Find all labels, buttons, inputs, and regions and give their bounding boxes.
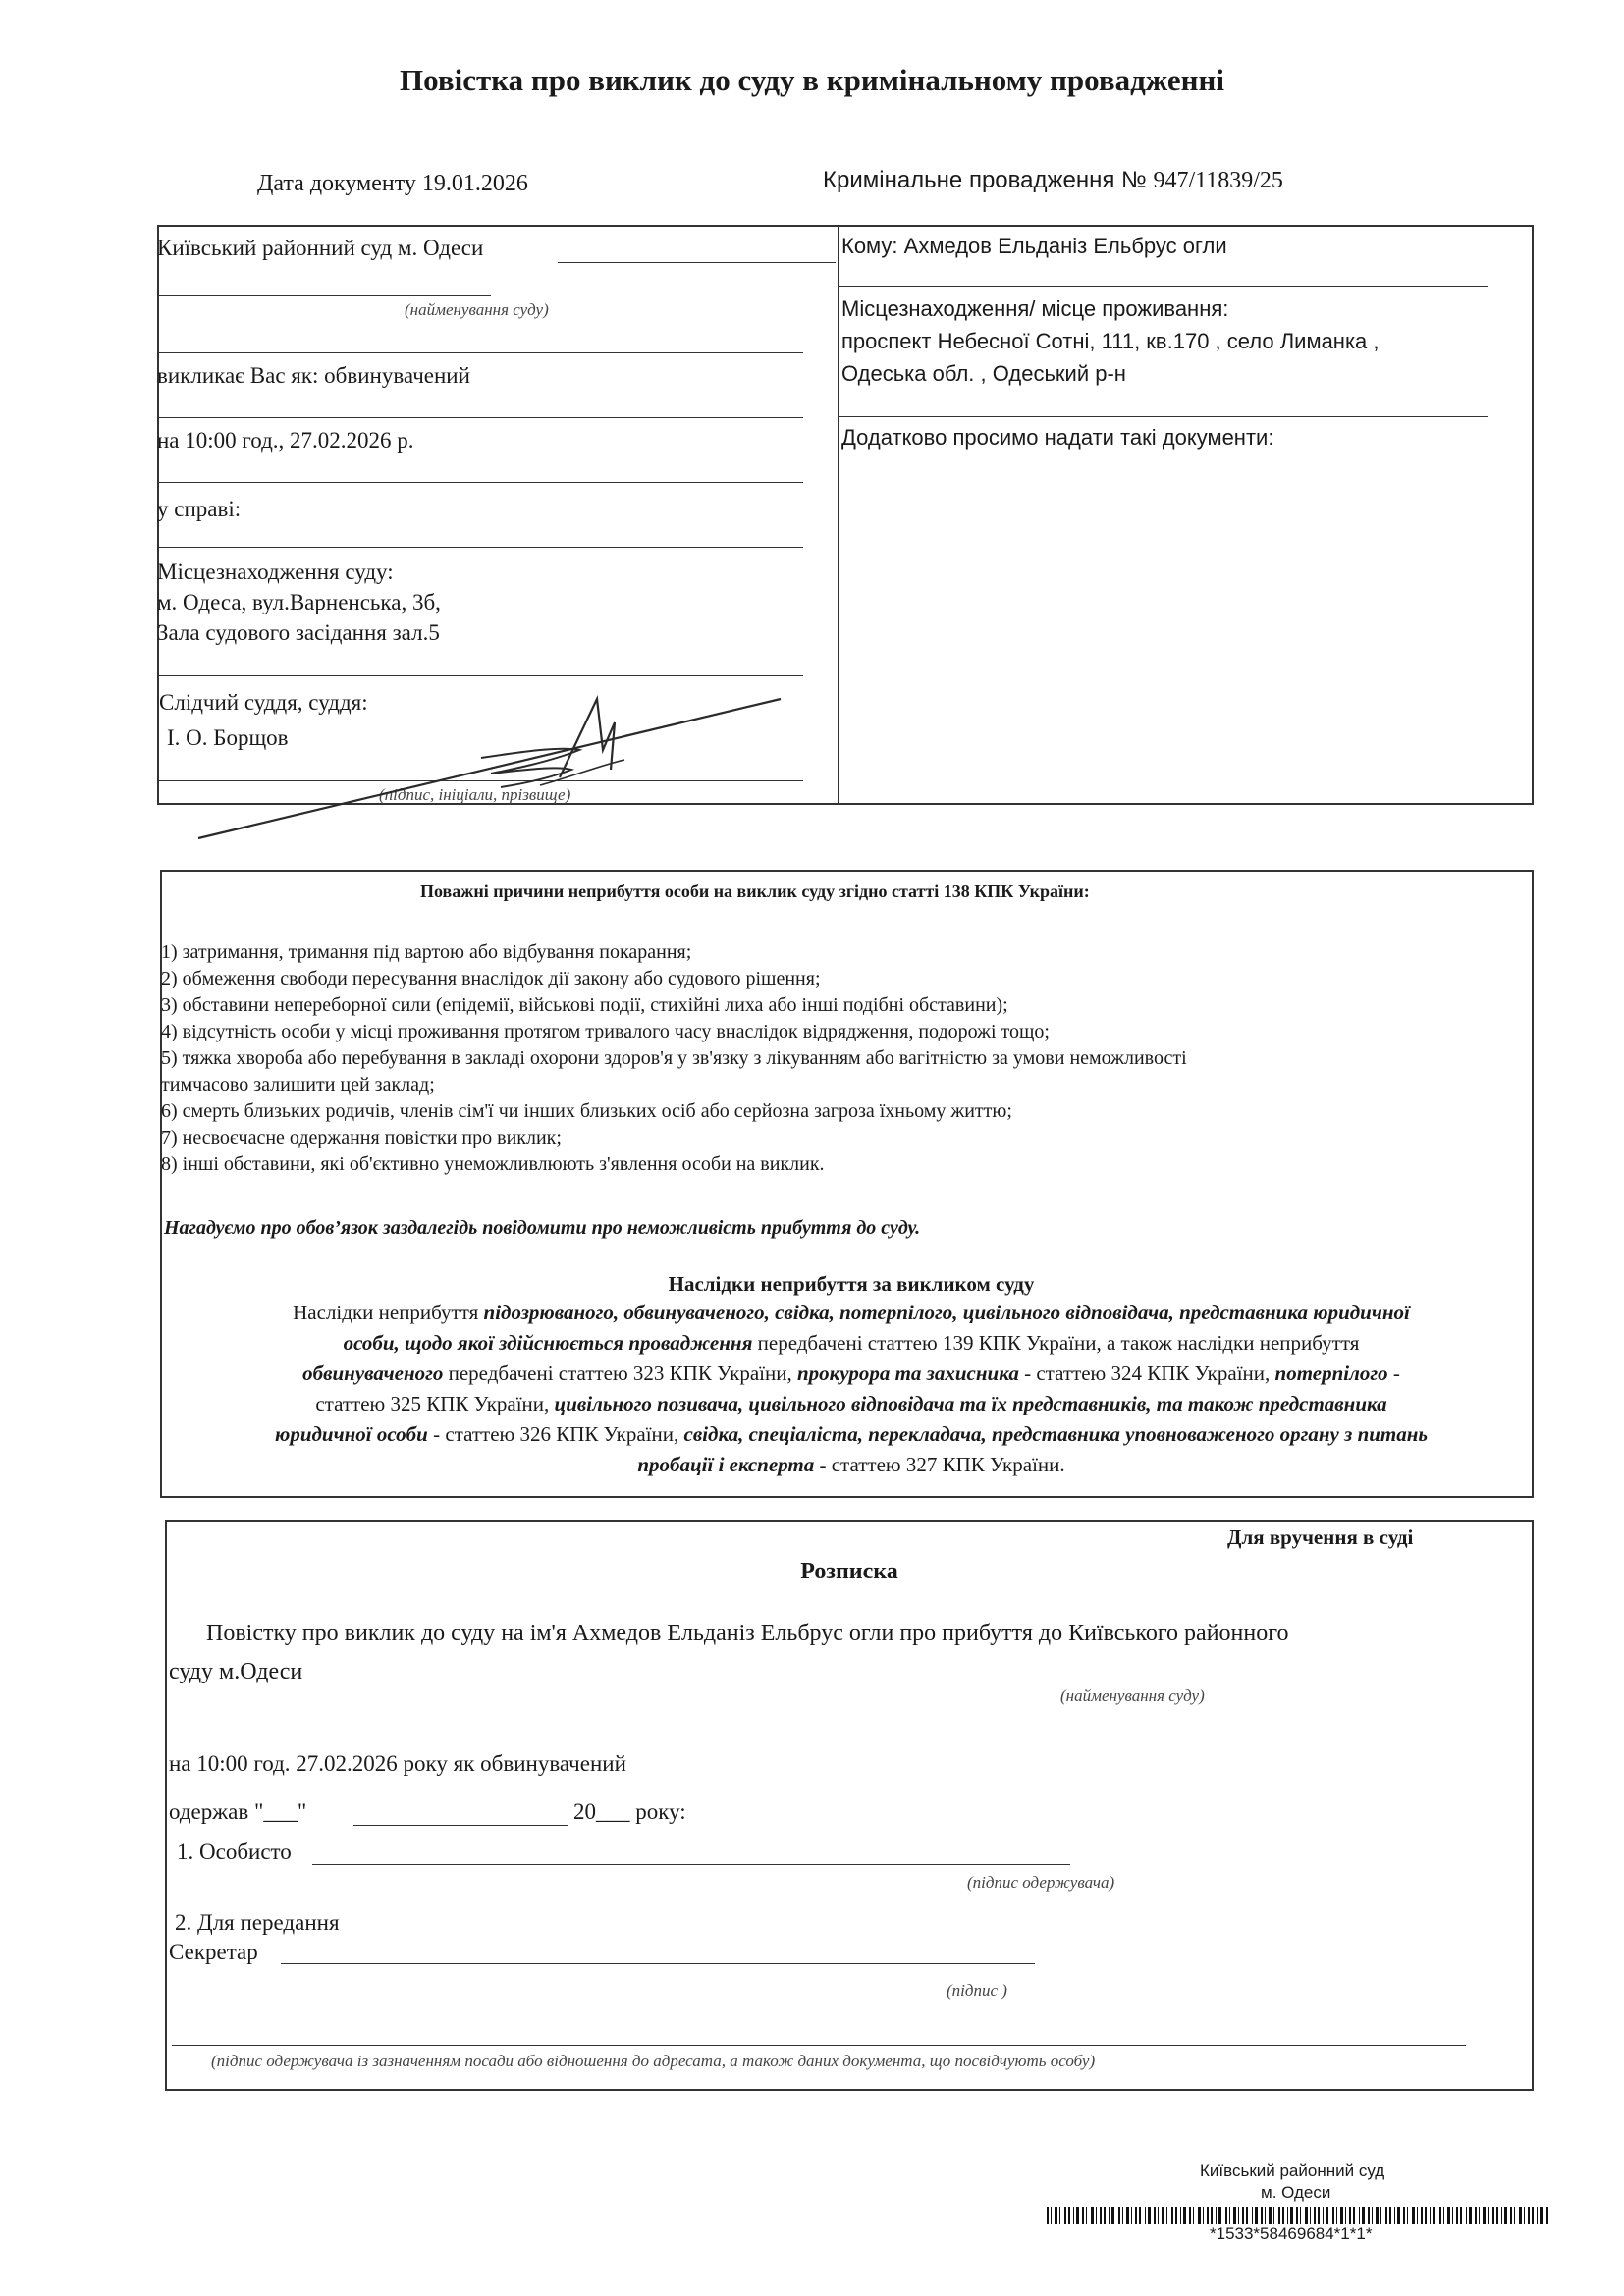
barcode-bar [1475, 2207, 1477, 2224]
barcode-bar [1269, 2207, 1272, 2224]
barcode-bar [1265, 2207, 1266, 2224]
barcode-bar [1238, 2207, 1239, 2224]
recipient-signature-caption: (підпис одержувача) [967, 1873, 1115, 1892]
barcode-bar [1158, 2207, 1159, 2224]
barcode-bar [1073, 2207, 1074, 2224]
barcode-bar [1376, 2207, 1379, 2224]
barcode-bar [1466, 2207, 1467, 2224]
list-item: тимчасово залишити цей заклад; [161, 1074, 435, 1095]
barcode-bar [1255, 2207, 1258, 2224]
barcode-bar [1362, 2207, 1365, 2224]
barcode-bar [1537, 2207, 1538, 2224]
list-item: 5) тяжка хвороба або перебування в закладі охорони здоров'я у зв'язку з лікуванням або вагітністю за умови неможливості [161, 1047, 1187, 1069]
barcode-bar [1314, 2207, 1316, 2224]
barcode-bar [1229, 2207, 1230, 2224]
list-item: 8) інші обставини, які об'єктивно унеможливлюють з'явлення особи на виклик. [161, 1153, 825, 1175]
receipt-title: Розписка [800, 1559, 898, 1584]
secretary-signature-caption: (підпис ) [947, 1981, 1007, 2000]
table-divider [838, 225, 839, 805]
barcode-bar [1305, 2207, 1308, 2224]
receipt-text-line-1: Повістку про виклик до суду на ім'я Ахмедов Ельданіз Ельбрус огли про прибуття до Київського районного [206, 1621, 1289, 1646]
barcode-bar [1154, 2207, 1156, 2224]
barcode-bar [1546, 2207, 1548, 2224]
hearing-time: на 10:00 год., 27.02.2026 р. [157, 428, 414, 453]
barcode-bar [1218, 2207, 1221, 2224]
barcode-bar [1096, 2207, 1097, 2224]
barcode-bar [1109, 2207, 1110, 2224]
barcode-bar [1447, 2207, 1450, 2224]
barcode-bar [1171, 2207, 1173, 2224]
barcode-bar [1524, 2207, 1525, 2224]
barcode-bar [1252, 2207, 1253, 2224]
barcode-bar [1278, 2207, 1280, 2224]
consequences-heading: Наслідки неприбуття за викликом суду [668, 1272, 1035, 1296]
barcode-bar [1318, 2207, 1320, 2224]
barcode-bar [1326, 2207, 1328, 2224]
barcode-bar [1332, 2207, 1334, 2224]
barcode-bar [1433, 2207, 1435, 2224]
receipt-corner-label: Для вручення в суді [1227, 1525, 1414, 1549]
barcode-bar [1111, 2207, 1114, 2224]
received-year: 20___ року: [573, 1799, 686, 1824]
reasons-heading: Поважні причини неприбуття особи на виклик суду згідно статті 138 КПК України: [420, 881, 1090, 901]
barcode-bar [1514, 2207, 1515, 2224]
documents-label: Додатково просимо надати такі документи: [841, 425, 1274, 450]
residence-label: Місцезнаходження/ місце проживання: [841, 296, 1229, 321]
barcode-bar [1189, 2207, 1191, 2224]
barcode-bar [1421, 2207, 1423, 2224]
recipient: Кому: Ахмедов Ельданіз Ельбрус огли [841, 234, 1227, 258]
barcode-bar [1310, 2207, 1311, 2224]
barcode-bar [1488, 2207, 1489, 2224]
barcode-bar [1403, 2207, 1405, 2224]
residence-line-2: Одеська обл. , Одеський р-н [841, 361, 1126, 386]
barcode-bar [1394, 2207, 1395, 2224]
receipt-time: на 10:00 год. 27.02.2026 року як обвинувачений [169, 1751, 626, 1776]
barcode-bar [1216, 2207, 1217, 2224]
barcode-bar [1425, 2207, 1427, 2224]
page-title: Повістка про виклик до суду в кримінальному провадженні [400, 63, 1224, 97]
barcode-bar [1417, 2207, 1418, 2224]
barcode-bar [1091, 2207, 1094, 2224]
summoned-as: викликає Вас як: обвинувачений [157, 363, 470, 388]
barcode-bar [1207, 2207, 1209, 2224]
barcode-bar [1349, 2207, 1351, 2224]
barcode-bar [1492, 2207, 1494, 2224]
barcode-bar [1385, 2207, 1387, 2224]
barcode-bar [1345, 2207, 1346, 2224]
barcode-bar [1532, 2207, 1534, 2224]
barcode-bar [1483, 2207, 1486, 2224]
signature-caption: (підпис, ініціали, прізвище) [379, 785, 571, 804]
case-label: Кримінальне провадження № 947/11839/25 [823, 167, 1283, 193]
barcode-text: *1533*58469684*1*1* [1210, 2224, 1373, 2243]
barcode-bar [1340, 2207, 1343, 2224]
barcode-bar [1323, 2207, 1324, 2224]
list-item: 7) несвоєчасне одержання повістки про виклик; [161, 1127, 562, 1148]
barcode-bar [1300, 2207, 1301, 2224]
barcode-bar [1287, 2207, 1288, 2224]
court-location-label: Місцезнаходження суду: [157, 560, 394, 584]
barcode-bar [1242, 2207, 1244, 2224]
barcode-bar [1439, 2207, 1441, 2224]
barcode-bar [1135, 2207, 1137, 2224]
barcode-bar [1397, 2207, 1400, 2224]
receipt-court-caption: (найменування суду) [1060, 1686, 1205, 1705]
barcode-bar [1051, 2207, 1052, 2224]
barcode-bar [1261, 2207, 1263, 2224]
barcode-bar [1055, 2207, 1057, 2224]
barcode-bar [1198, 2207, 1201, 2224]
barcode-bar [1225, 2207, 1227, 2224]
court-address: м. Одеса, вул.Варненська, 3б, [157, 590, 441, 614]
barcode-bar [1456, 2207, 1458, 2224]
barcode-bar [1501, 2207, 1502, 2224]
barcode-bar [1059, 2207, 1060, 2224]
barcode-bar [1519, 2207, 1522, 2224]
barcode-bar [1139, 2207, 1141, 2224]
stamp-court-line-2: м. Одеси [1261, 2183, 1331, 2202]
barcode-bar [1353, 2207, 1355, 2224]
barcode-bar [1273, 2207, 1274, 2224]
barcode-bar [1368, 2207, 1370, 2224]
barcode-bar [1407, 2207, 1408, 2224]
barcode-bar [1452, 2207, 1453, 2224]
list-item: 4) відсутність особи у місці проживання протягом тривалого часу внаслідок відрядження, подорожі тощо; [161, 1021, 1050, 1042]
barcode-bar [1380, 2207, 1381, 2224]
residence-line-1: проспект Небесної Сотні, 111, кв.170 , село Лиманка , [841, 329, 1380, 353]
barcode-bar [1359, 2207, 1360, 2224]
barcode-bar [1047, 2207, 1049, 2224]
barcode-bar [1296, 2207, 1298, 2224]
barcode [1047, 2207, 1557, 2226]
barcode-bar [1290, 2207, 1293, 2224]
case-matter: у справі: [157, 497, 242, 521]
receipt-text-line-2: суду м.Одеси [169, 1659, 303, 1684]
barcode-bar [1528, 2207, 1530, 2224]
barcode-bar [1064, 2207, 1066, 2224]
personal-label: 1. Особисто [177, 1840, 292, 1864]
receipt-footer-caption: (підпис одержувача із зазначенням посади або відношення до адресата, а також даних документа, що посвідчують особу) [211, 2052, 1096, 2070]
court-name: Київський районний суд м. Одеси [157, 236, 484, 260]
judge-label: Слідчий суддя, суддя: [159, 690, 368, 715]
barcode-bar [1412, 2207, 1415, 2224]
barcode-bar [1443, 2207, 1444, 2224]
barcode-bar [1460, 2207, 1462, 2224]
barcode-bar [1496, 2207, 1498, 2224]
barcode-bar [1145, 2207, 1146, 2224]
courtroom: Зала судового засідання зал.5 [157, 620, 440, 645]
barcode-bar [1336, 2207, 1337, 2224]
barcode-bar [1104, 2207, 1106, 2224]
barcode-bar [1082, 2207, 1084, 2224]
list-item: 3) обставини непереборної сили (епідемії, військові події, стихійні лиха або інші подібні обставини); [161, 994, 1008, 1016]
barcode-bar [1469, 2207, 1472, 2224]
court-name-caption: (найменування суду) [405, 300, 549, 319]
barcode-bar [1540, 2207, 1543, 2224]
receipt-box [165, 1520, 1534, 2091]
list-item: 6) смерть близьких родичів, членів сім'ї чи інших близьких осіб або серйозна загроза їхньому життю; [161, 1100, 1012, 1122]
barcode-bar [1175, 2207, 1177, 2224]
barcode-bar [1372, 2207, 1373, 2224]
barcode-bar [1122, 2207, 1123, 2224]
reminder: Нагадуємо про обов’язок заздалегідь повідомити про неможливість прибуття до суду. [164, 1217, 921, 1239]
barcode-bar [1162, 2207, 1164, 2224]
document-date: Дата документу 19.01.2026 [257, 171, 528, 196]
barcode-bar [1282, 2207, 1284, 2224]
barcode-bar [1076, 2207, 1079, 2224]
secretary-label: Секретар [169, 1940, 258, 1964]
barcode-bar [1131, 2207, 1132, 2224]
barcode-bar [1068, 2207, 1070, 2224]
barcode-bar [1211, 2207, 1213, 2224]
received-date: одержав "___" [169, 1799, 307, 1824]
barcode-bar [1510, 2207, 1512, 2224]
list-item: 1) затримання, тримання під вартою або відбування покарання; [161, 941, 692, 963]
barcode-bar [1479, 2207, 1480, 2224]
judge-signature [187, 687, 795, 844]
barcode-bar [1233, 2207, 1236, 2224]
barcode-bar [1430, 2207, 1431, 2224]
barcode-bar [1118, 2207, 1120, 2224]
barcode-bar [1246, 2207, 1248, 2224]
judge-name: І. О. Борщов [167, 725, 289, 750]
barcode-bar [1180, 2207, 1181, 2224]
barcode-bar [1148, 2207, 1151, 2224]
barcode-bar [1504, 2207, 1507, 2224]
case-number: 947/11839/25 [1153, 168, 1283, 193]
list-item: 2) обмеження свободи пересування внаслідок дії закону або судового рішення; [161, 968, 821, 989]
barcode-bar [1203, 2207, 1204, 2224]
barcode-bar [1126, 2207, 1129, 2224]
transfer-label: 2. Для передання [175, 1910, 340, 1935]
barcode-bar [1389, 2207, 1391, 2224]
consequences-text: Наслідки неприбуття підозрюваного, обвинуваченого, свідка, потерпілого, цивільного відповідача, представника юридичної особи, щодо якої здійснюється провадження передбачені статтею 139 КПК України, а також наслідки неприбуття обвинуваченого передбачені статтею 323 КПК України, прокурора та захисника - статтею 324 КПК України, потерпілого - статтею 325 КПК України, цивільного позивача, цивільного відповідача та їх представників, та також представника юридичної особи - статтею 326 КПК України, свідка, спеціаліста, перекладача, представника уповноваженого органу з питань пробації і експерта - статтею 327 КПК України. [274, 1301, 1429, 1476]
stamp-court-line-1: Київський районний суд [1200, 2162, 1385, 2180]
barcode-bar [1183, 2207, 1186, 2224]
barcode-bar [1086, 2207, 1087, 2224]
barcode-bar [1193, 2207, 1194, 2224]
reasons-list [161, 939, 1526, 1178]
barcode-bar [1100, 2207, 1102, 2224]
barcode-bar [1166, 2207, 1167, 2224]
